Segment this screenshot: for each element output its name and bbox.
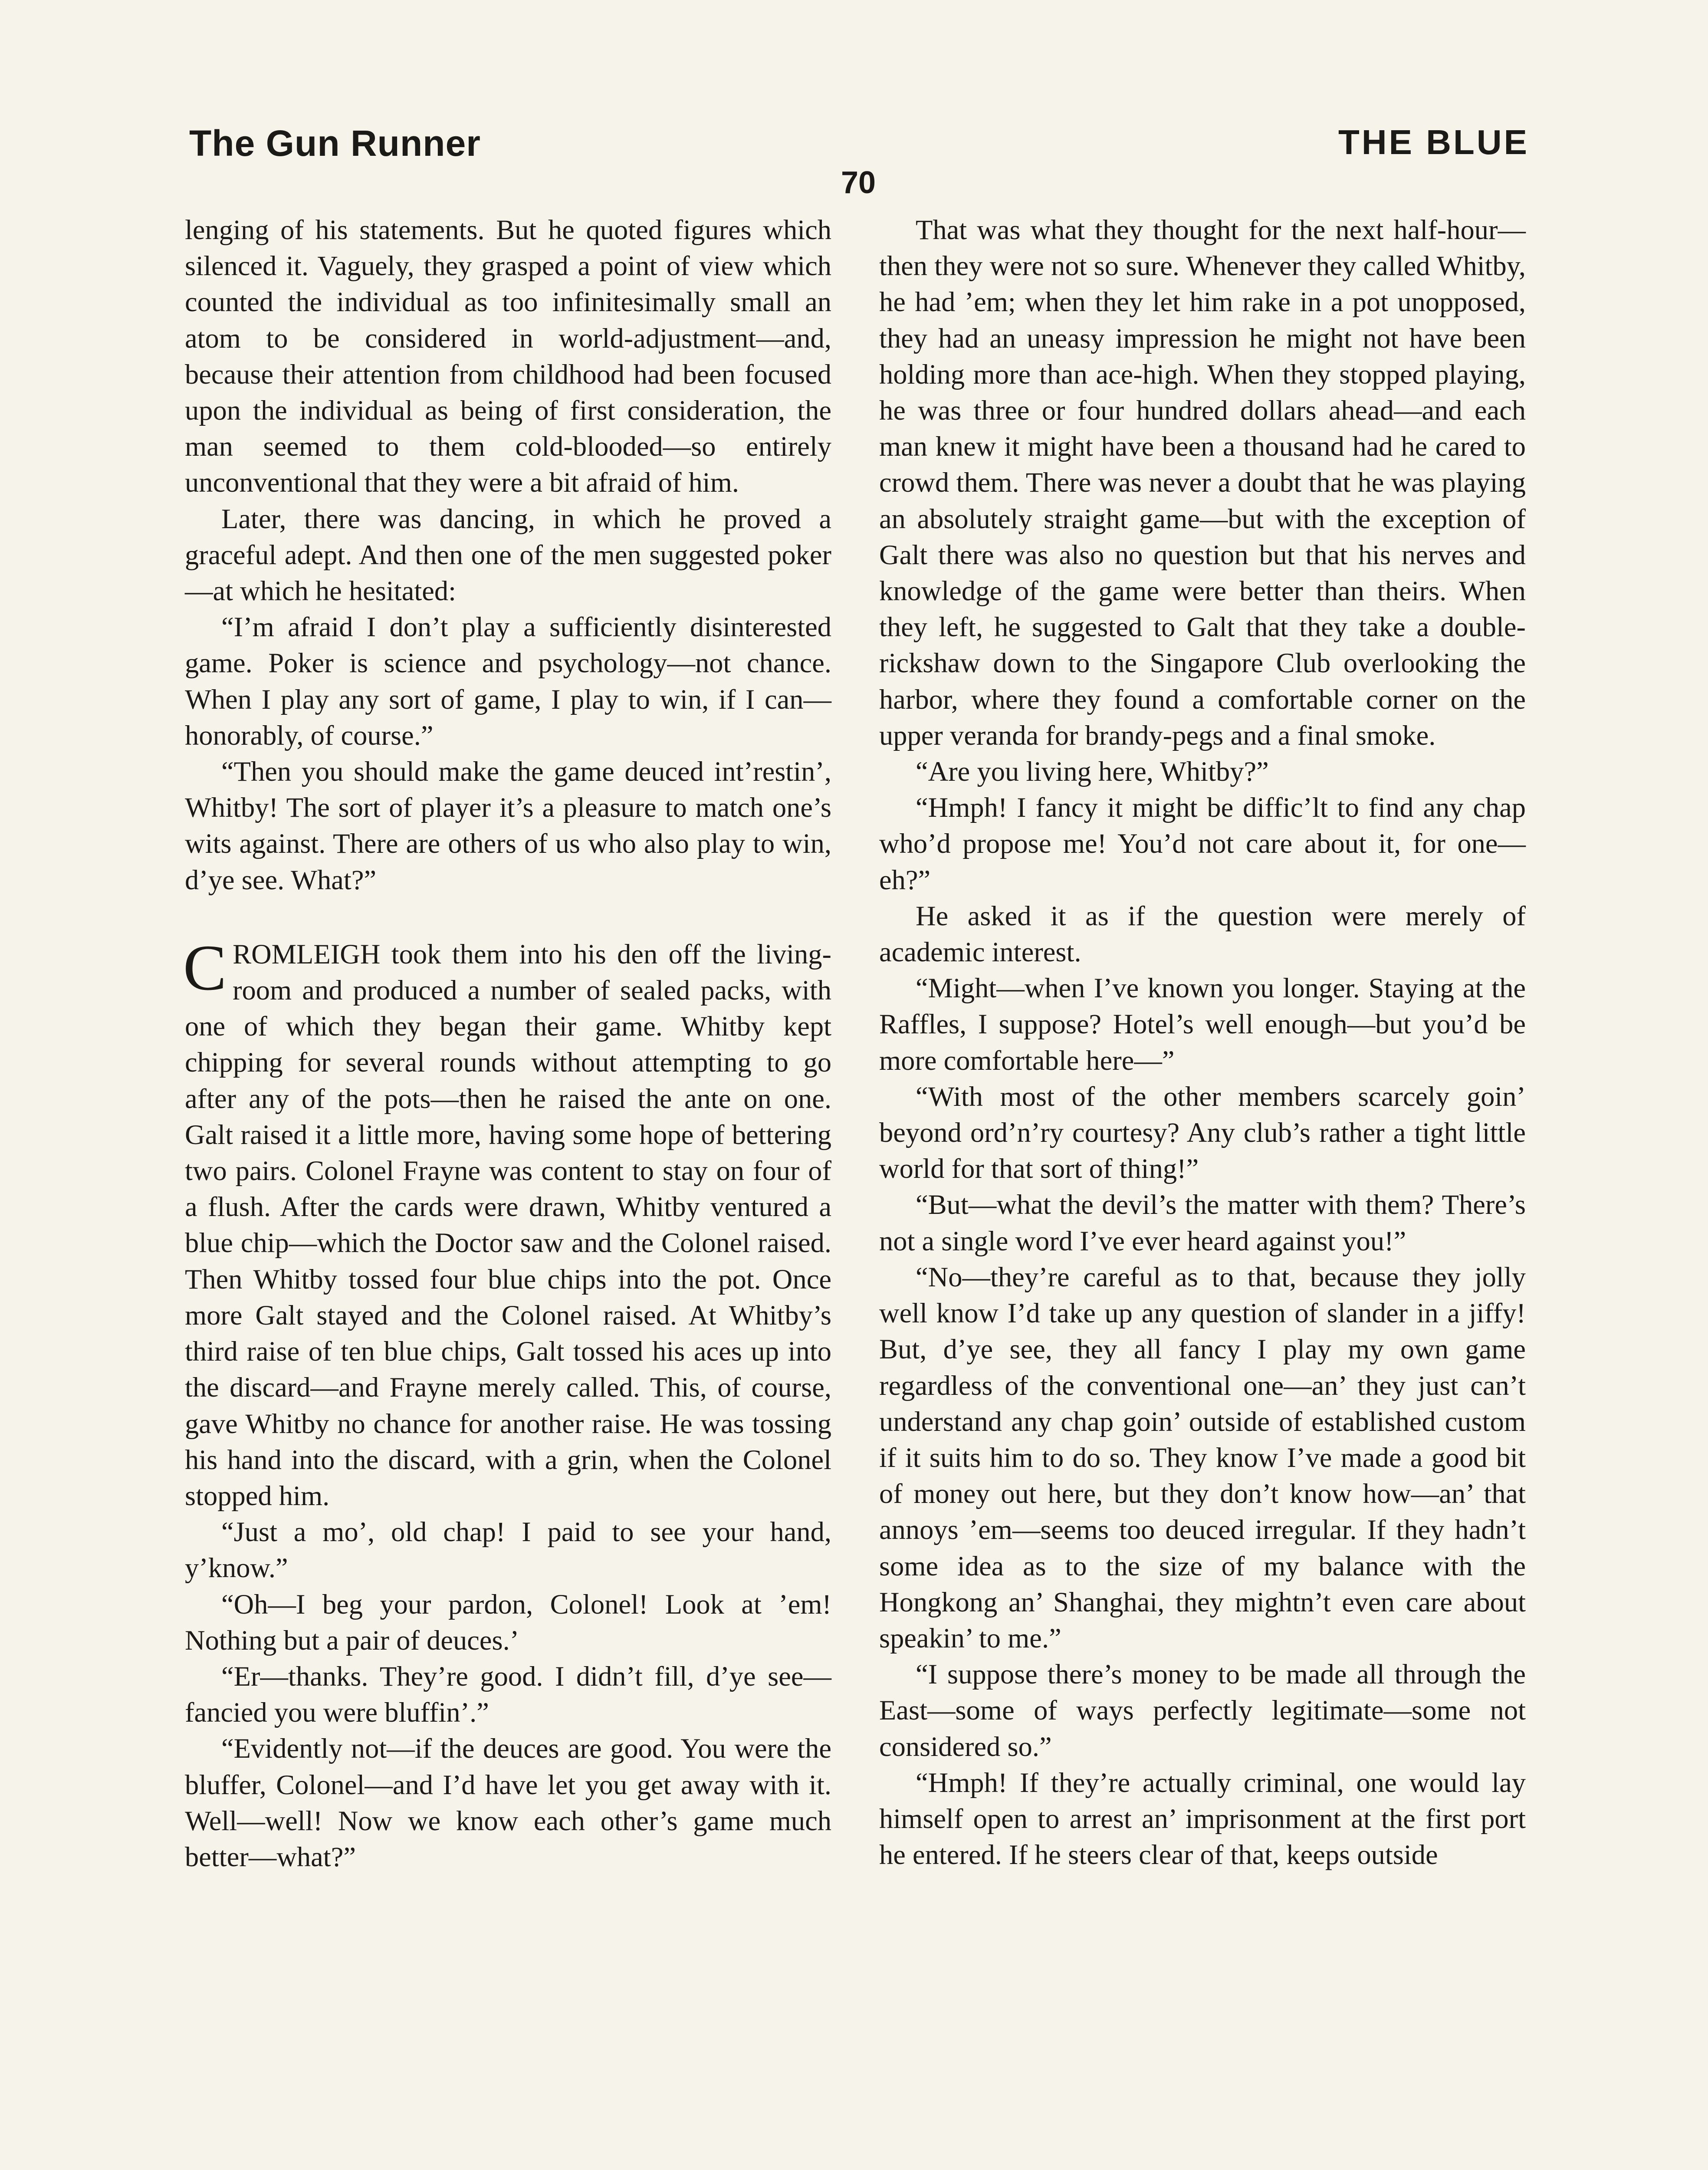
left-column — [185, 212, 831, 1875]
section-paragraph — [183, 931, 831, 1514]
paragraph: “No—they’re careful as to that, because they jolly well know I’d take up any question of slander in a jiffy! But, d’ye see, they all fancy I play my own game regardless of the conventional one—an’ they just can’t understand any chap goin’ outside of established custom if it suits him to do so. They know I’ve made a good bit of money out here, but they don’t know how—an’ that annoys ’em—seems too deuced irregular. If they hadn’t some idea as to the size of my balance with the Hongkong an’ Shanghai, they mightn’t even care about speakin’ to me.” — [879, 1261, 1526, 1654]
paragraph: “Just a mo’, old chap! I paid to see your hand, y’know.” — [185, 1516, 831, 1584]
paragraph: “But—what the devil’s the matter with them? There’s not a single word I’ve ever heard against you!” — [879, 1189, 1526, 1256]
drop-cap: C — [183, 931, 227, 1004]
paragraph: That was what they thought for the next half-hour—then they were not so sure. Whenever they called Whitby, he had ’em; when they let him rake in a pot unopposed, they had an uneasy impression he might not have been holding more than ace-high. When they stopped playing, he was three or four hundred dollars ahead—and each man knew it might have been a thousand had he cared to crowd them. There was never a doubt that he was playing an absolutely straight game—but with the exception of Galt there was also no question but that his nerves and knowledge of the game were better than theirs. When they left, he suggested to Galt that they take a double-rickshaw down to the Singapore Club overlooking the harbor, where they found a comfortable corner on the upper veranda for brandy-pegs and a final smoke. — [879, 214, 1526, 751]
paragraph: “Might—when I’ve known you longer. Staying at the Raffles, I suppose? Hotel’s well enough—but you’d be more comfortable here—” — [879, 973, 1526, 1076]
paragraph: “Then you should make the game deuced int’restin’, Whitby! The sort of player it’s a pleasure to match one’s wits against. There are others of us who also play to win, d’ye see. What?” — [185, 756, 831, 895]
paragraph: “I suppose there’s money to be made all through the East—some of ways perfectly legitimate—some not considered so.” — [879, 1659, 1526, 1762]
magazine-title: THE BLUE — [1338, 123, 1529, 161]
paragraph: “I’m afraid I don’t play a sufficiently disinterested game. Poker is science and psychology—not chance. When I play any sort of game, I play to win, if I can—honorably, of course.” — [185, 612, 831, 751]
paragraph: “With most of the other members scarcely goin’ beyond ord’n’ry courtesy? Any club’s rather a tight little world for that sort of thing!” — [879, 1081, 1526, 1184]
paragraph: “Hmph! I fancy it might be diffic’lt to find any chap who’d propose me! You’d not care about it, for one—eh?” — [879, 792, 1526, 895]
paragraph: He asked it as if the question were merely of academic interest. — [879, 900, 1526, 968]
paragraph: “Hmph! If they’re actually criminal, one would lay himself open to arrest an’ imprisonment at the first port he entered. If he steers clear of that, keeps outside — [879, 1767, 1526, 1871]
paragraph: lenging of his statements. But he quoted figures which silenced it. Vaguely, they grasped a point of view which counted the individual as too infinitesimally small an atom to be considered in world-adjustment—and, because their attention from childhood had been focused upon the individual as being of first consideration, the man seemed to them cold-blooded—so entirely unconventional that they were a bit afraid of him. — [185, 214, 831, 498]
right-column — [879, 212, 1526, 1873]
page-number: 70 — [841, 165, 876, 200]
paragraph: “Evidently not—if the deuces are good. You were the bluffer, Colonel—and I’d have let you get away with it. Well—well! Now we know each other’s game much better—what?” — [185, 1733, 831, 1872]
paragraph: “Oh—I beg your pardon, Colonel! Look at ’em! Nothing but a pair of deuces.’ — [185, 1588, 831, 1656]
paragraph: “Are you living here, Whitby?” — [916, 756, 1269, 787]
paragraph: Later, there was dancing, in which he proved a graceful adept. And then one of the men suggested poker—at which he hesitated: — [185, 503, 831, 607]
paragraph: “Er—thanks. They’re good. I didn’t fill, d’ye see—fancied you were bluffin’.” — [185, 1660, 831, 1728]
running-title: The Gun Runner — [189, 123, 481, 164]
section-text: ROMLEIGH took them into his den off the living-room and produced a number of sealed packs, with one of which they began their game. Whitby kept chipping for several rounds without attempting to go after any of the pots—then he raised the ante on one. Galt raised it a little more, having some hope of bettering two pairs. Colonel Frayne was content to stay on four of a flush. After the cards were drawn, Whitby ventured a blue chip—which the Doctor saw and the Colonel raised. Then Whitby tossed four blue chips into the pot. Once more Galt stayed and the Colonel raised. At Whitby’s third raise of ten blue chips, Galt tossed his aces up into the discard—and Frayne merely called. This, of course, gave Whitby no chance for another raise. He was tossing his hand into the discard, with a grin, when the Colonel stopped him. — [185, 938, 831, 1511]
